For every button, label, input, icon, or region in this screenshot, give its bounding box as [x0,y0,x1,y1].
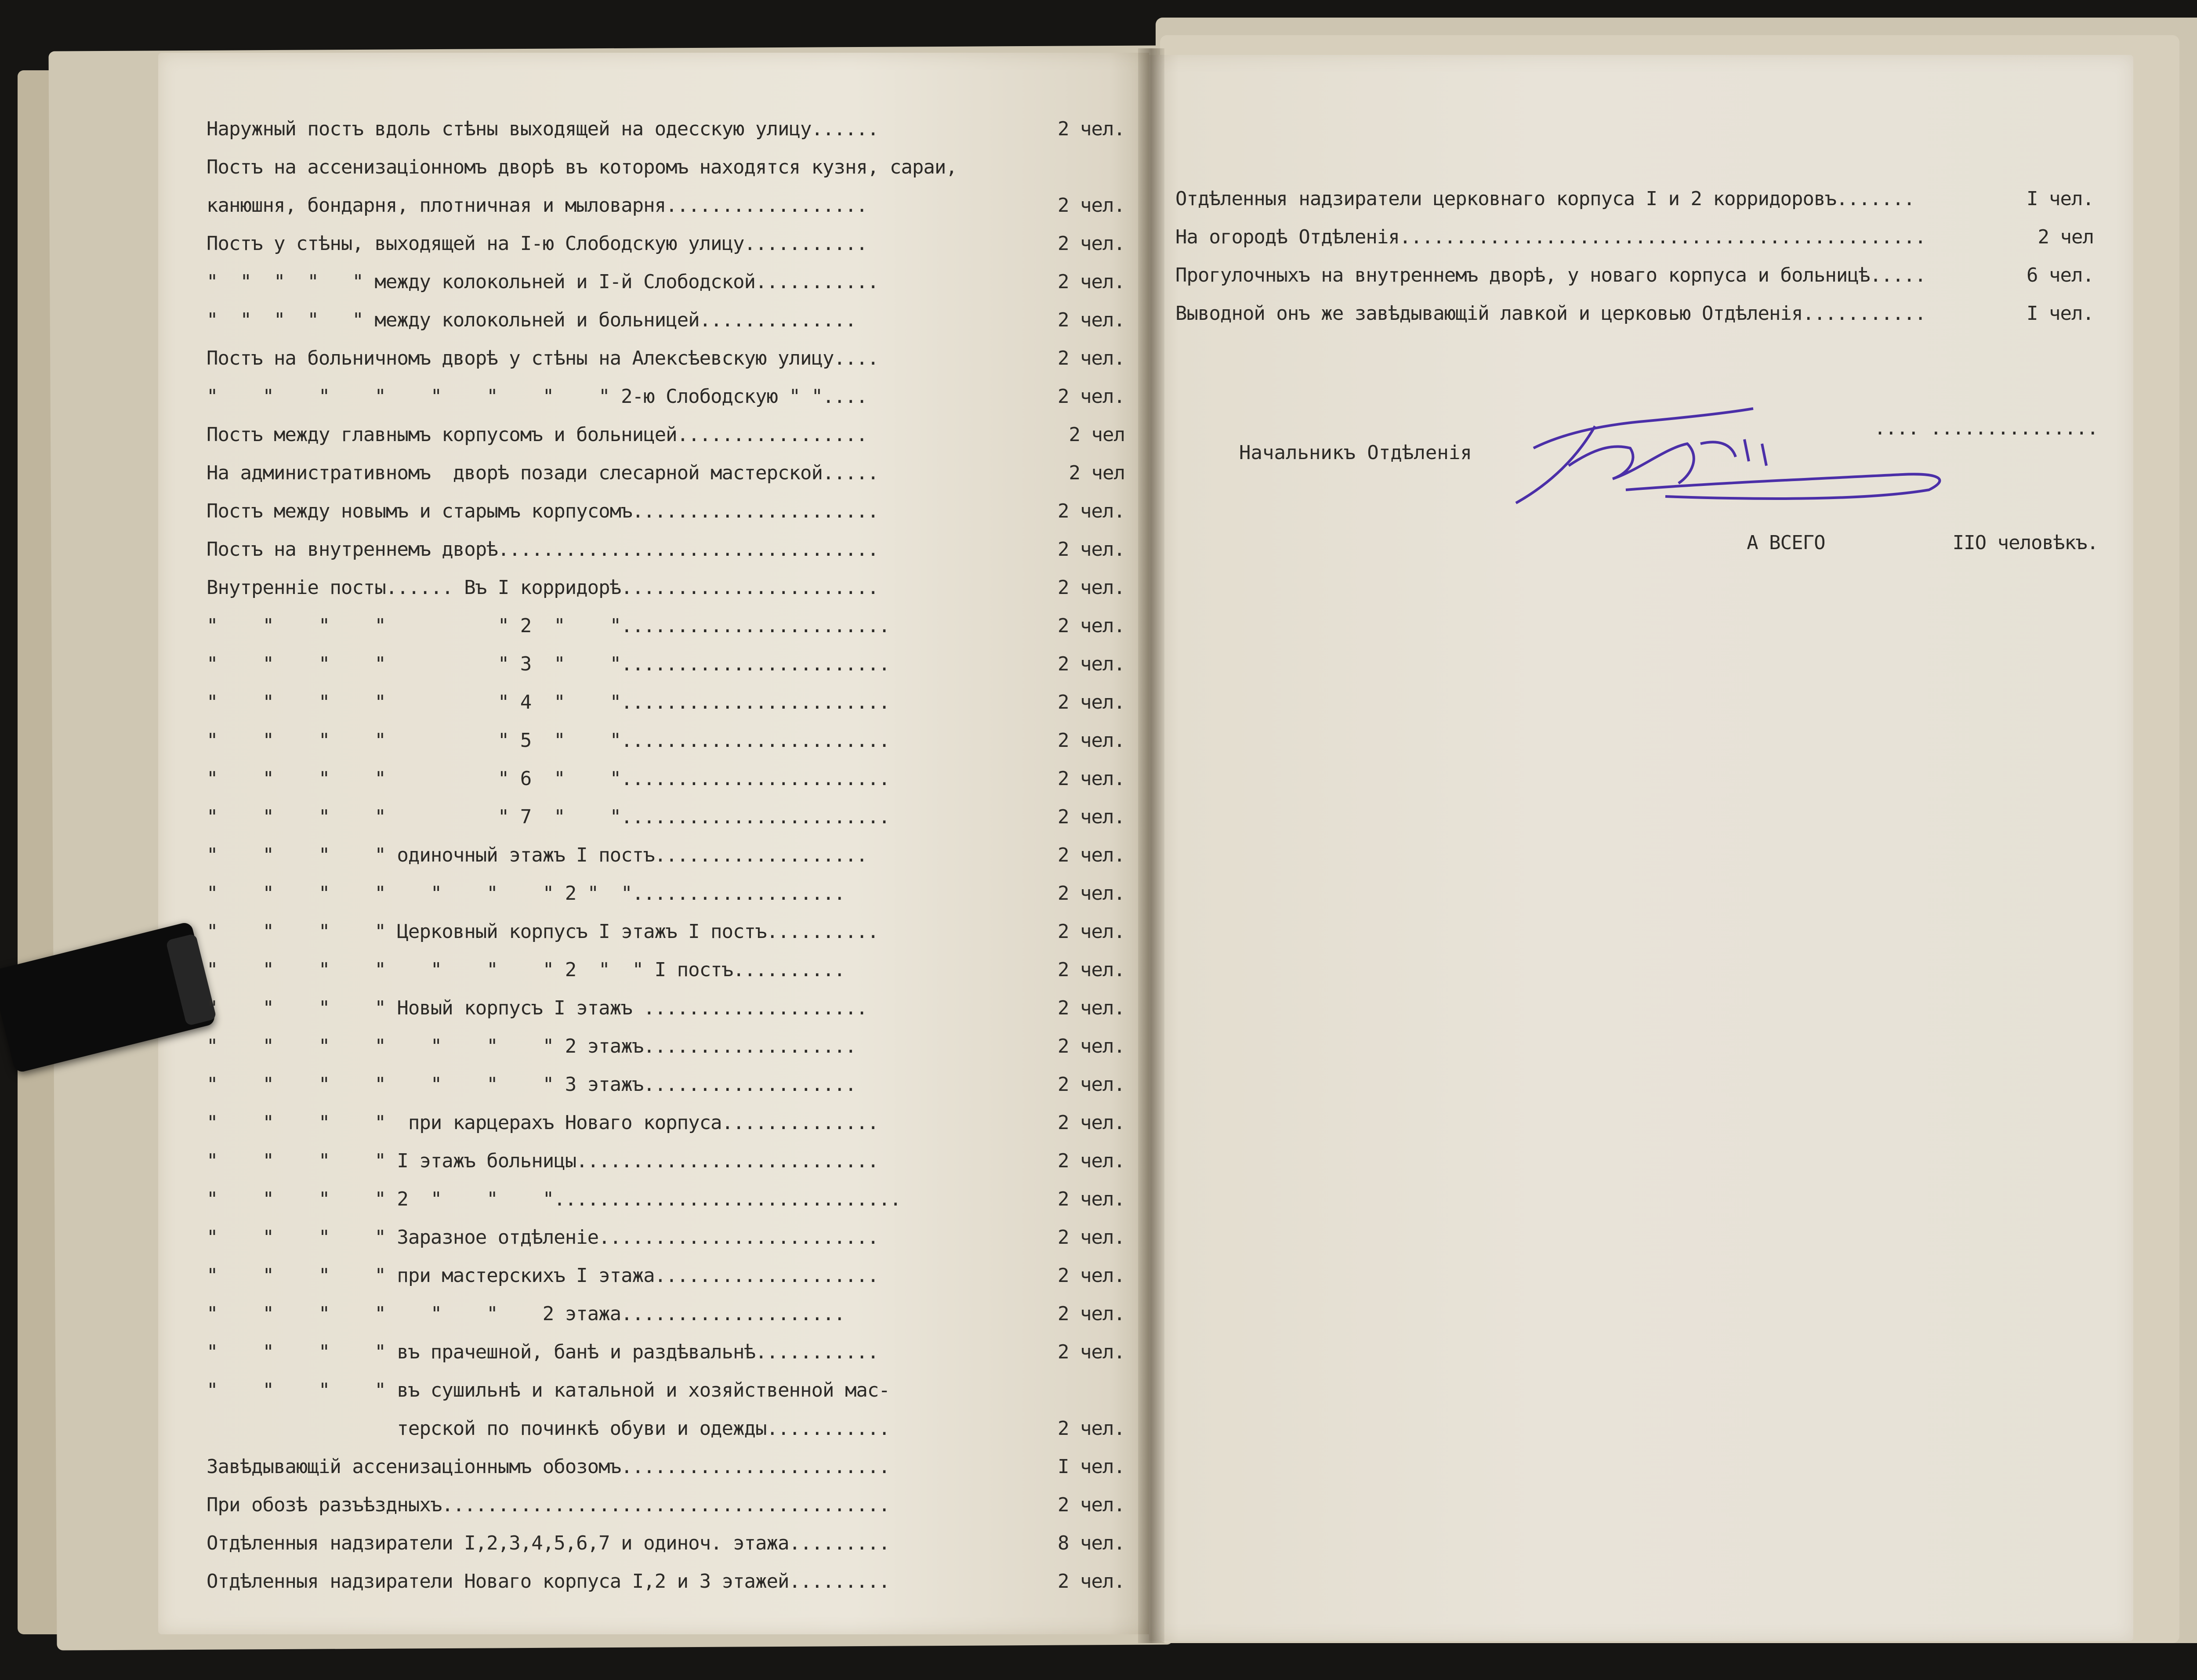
line-quantity: 6 чел. [2027,264,2094,286]
line-description: Постъ на внутреннемъ дворѣ.................................. [207,538,879,561]
line-description: " " " " " 7 " "........................ [207,806,890,828]
line-quantity: 2 чел. [1058,194,1125,217]
line-description: Наружный постъ вдоль стѣны выходящей на одесскую улицу...... [207,118,879,140]
line-description: " " " " " 5 " "........................ [207,729,890,752]
line-description: Внутренніе посты...... Въ І корридорѣ....................... [207,576,879,599]
line-quantity: 2 чел. [1058,1303,1125,1325]
line-description: " " " " " между колокольней и І-й Слободской........... [207,271,879,293]
line-description: Прогулочныхъ на внутреннемъ дворѣ, у новаго корпуса и больницѣ..... [1175,264,1926,286]
line-quantity: 2 чел. [1058,1150,1125,1172]
text-line [207,1333,1129,1371]
line-description: " " " " " 3 " "........................ [207,653,890,675]
line-quantity: 2 чел. [1058,997,1125,1019]
line-description: " " " " " " " 2 этажъ................... [207,1035,856,1057]
line-description: канюшня, бондарня, плотничная и мыловарня.................. [207,194,867,217]
text-line [207,492,1129,530]
line-description: Завѣдывающій ассенизаціоннымъ обозомъ........................ [207,1456,890,1478]
line-description: " " " " одиночный этажъ І постъ................... [207,844,867,866]
line-quantity: 2 чел [2037,226,2094,248]
line-description: На огородѣ Отдѣленія............................................... [1175,226,1926,248]
line-quantity: І чел. [1058,1456,1125,1478]
line-quantity: 2 чел. [1058,729,1125,752]
text-line [1175,218,2098,256]
text-line [207,607,1129,645]
text-line [207,1180,1129,1218]
text-line [207,1524,1129,1562]
line-quantity: 2 чел. [1058,232,1125,255]
total-value: ІІО человѣкъ. [1952,532,2098,554]
text-line [207,1142,1129,1180]
text-line [207,530,1129,568]
text-line [207,186,1129,224]
text-line [207,339,1129,377]
line-description: " " " " " 6 " "........................ [207,768,890,790]
text-line [1175,294,2098,333]
line-quantity: 2 чел. [1058,882,1125,905]
right-page-text [1175,103,2098,638]
line-description: Постъ на больничномъ дворѣ у стѣны на Алексѣевскую улицу.... [207,347,879,369]
line-quantity: 2 чел [1069,462,1125,484]
line-description: Отдѣленныя надзиратели Новаго корпуса І,2 и 3 этажей......... [207,1570,890,1593]
text-line [207,1027,1129,1065]
line-description: " " " " " 4 " "........................ [207,691,890,713]
line-description: На административномъ дворѣ позади слесарной мастерской..... [207,462,879,484]
line-description: " " " " Заразное отдѣленіе......................... [207,1226,879,1249]
line-quantity: 8 чел. [1058,1532,1125,1554]
line-description: Постъ между главнымъ корпусомъ и больницей................. [207,424,867,446]
signature-label: Начальникъ Отдѣленія [1239,441,1472,464]
line-description: " " " " 2 " " "............................... [207,1188,901,1210]
line-quantity: 2 чел. [1058,653,1125,675]
line-quantity: 2 чел. [1058,806,1125,828]
line-quantity: 2 чел. [1058,1035,1125,1057]
line-quantity: 2 чел. [1058,691,1125,713]
line-quantity: 2 чел. [1058,844,1125,866]
line-quantity: І чел. [2027,188,2094,210]
line-quantity: 2 чел. [1058,1073,1125,1096]
text-line [207,263,1129,301]
text-line [207,1256,1129,1295]
text-line [1175,256,2098,294]
handwritten-signature [1481,395,1964,510]
text-line [207,1562,1129,1600]
total-row [1175,524,2098,562]
line-description: " " " " " между колокольней и больницей.............. [207,309,856,331]
text-line [207,874,1129,912]
line-description: " " " " въ сушильнѣ и катальной и хозяйственной мас- [207,1379,890,1401]
line-quantity: 2 чел. [1058,1341,1125,1363]
line-description: Выводной онъ же завѣдывающій лавкой и церковью Отдѣленія........... [1175,302,1926,325]
text-line [207,989,1129,1027]
line-quantity: 2 чел. [1058,576,1125,599]
text-line [1175,180,2098,218]
line-description: " " " " " " " 2 " "................... [207,882,845,905]
line-description: " " " " " " " " 2-ю Слободскую " ".... [207,385,867,408]
text-line [207,110,1129,148]
text-line [207,683,1129,721]
line-description: " " " " при карцерахъ Новаго корпуса.............. [207,1112,879,1134]
line-description: " " " " " " " 2 " " І постъ.......... [207,959,845,981]
line-description: Постъ на ассенизаціонномъ дворѣ въ которомъ находятся кузня, сараи, [207,156,957,178]
text-line [207,301,1129,339]
line-description: При обозѣ разъѣздныхъ........................................ [207,1494,890,1516]
text-line [207,1371,1129,1409]
text-line [207,951,1129,989]
line-description: терской по починкѣ обуви и одежды........... [207,1417,890,1440]
line-description: Отдѣленныя надзиратели церковнаго корпуса І и 2 корридоровъ....... [1175,188,1915,210]
signature-block [1239,395,1964,510]
text-line [207,1104,1129,1142]
line-description: " " " " І этажъ больницы........................... [207,1150,879,1172]
total-label: А ВСЕГО [1747,532,1825,554]
text-line [207,1065,1129,1104]
text-line [207,1409,1129,1448]
line-quantity: 2 чел. [1058,347,1125,369]
line-description: " " " " Церковный корпусъ І этажъ І постъ.......... [207,920,879,943]
text-line [207,912,1129,951]
line-quantity: 2 чел [1069,424,1125,446]
line-quantity: 2 чел. [1058,118,1125,140]
line-quantity: 2 чел. [1058,1417,1125,1440]
line-quantity: І чел. [2027,302,2094,325]
dots-filler: .... ............... [1874,417,2098,439]
text-line [207,377,1129,416]
line-quantity: 2 чел. [1058,1188,1125,1210]
line-description: " " " " въ прачешной, банѣ и раздѣвальнѣ........... [207,1341,879,1363]
line-quantity: 2 чел. [1058,920,1125,943]
line-description: Постъ между новымъ и старымъ корпусомъ...................... [207,500,879,522]
line-description: " " " " " " 2 этажа.................... [207,1303,845,1325]
line-quantity: 2 чел. [1058,1112,1125,1134]
book-gutter [1138,48,1164,1643]
line-quantity: 2 чел. [1058,1494,1125,1516]
line-quantity: 2 чел. [1058,768,1125,790]
line-quantity: 2 чел. [1058,959,1125,981]
line-description: " " " " " 2 " "........................ [207,615,890,637]
line-quantity: 2 чел. [1058,1570,1125,1593]
line-description: " " " " " " " 3 этажъ................... [207,1073,856,1096]
text-line [207,645,1129,683]
text-line [207,836,1129,874]
text-line [207,1218,1129,1256]
text-line [207,148,1129,186]
text-line [207,454,1129,492]
text-line [207,224,1129,263]
line-quantity: 2 чел. [1058,1264,1125,1287]
text-line [207,721,1129,760]
line-description: " " " " при мастерскихъ І этажа.................... [207,1264,879,1287]
left-page-text [207,110,1129,1600]
line-description: " " " " Новый корпусъ І этажъ .................... [207,997,867,1019]
line-quantity: 2 чел. [1058,385,1125,408]
text-line [207,760,1129,798]
text-line [207,416,1129,454]
text-line [207,1448,1129,1486]
text-line [207,1486,1129,1524]
line-quantity: 2 чел. [1058,538,1125,561]
text-line [207,568,1129,607]
line-quantity: 2 чел. [1058,309,1125,331]
line-description: Постъ у стѣны, выходящей на І-ю Слободскую улицу........... [207,232,867,255]
line-quantity: 2 чел. [1058,271,1125,293]
line-quantity: 2 чел. [1058,500,1125,522]
line-description: Отдѣленныя надзиратели І,2,3,4,5,6,7 и одиноч. этажа......... [207,1532,890,1554]
line-quantity: 2 чел. [1058,615,1125,637]
line-quantity: 2 чел. [1058,1226,1125,1249]
text-line [207,1295,1129,1333]
right-page-lines [1175,180,2098,333]
text-line [207,798,1129,836]
